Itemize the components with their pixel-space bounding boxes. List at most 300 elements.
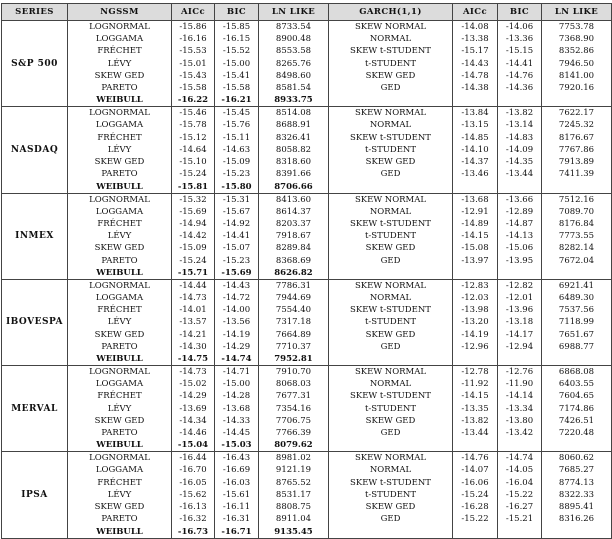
ngssm-model-cell: FRÉCHET [68,132,172,144]
garch-aicc-cell [453,181,498,194]
ngssm-bic-cell: -14.00 [215,304,259,316]
ngssm-aicc-cell: -16.70 [172,464,215,476]
ngssm-aicc-cell: -15.09 [172,242,215,254]
garch-aicc-cell: -13.35 [453,403,498,415]
garch-lnlike-cell [542,526,612,539]
ngssm-aicc-cell: -14.34 [172,415,215,427]
garch-bic-cell: -14.36 [498,82,542,94]
ngssm-aicc-cell: -14.46 [172,427,215,439]
ngssm-aicc-cell: -15.24 [172,255,215,267]
garch-model-cell: t-STUDENT [329,230,453,242]
ngssm-lnlike-cell: 8626.82 [259,267,329,280]
garch-model-cell: SKEW GED [329,70,453,82]
ngssm-model-cell: LOGNORMAL [68,366,172,379]
ngssm-aicc-cell: -16.05 [172,477,215,489]
garch-bic-cell: -12.94 [498,341,542,353]
ngssm-aicc-cell: -16.32 [172,513,215,525]
ngssm-aicc-cell: -13.57 [172,316,215,328]
table-row [2,292,612,304]
ngssm-model-cell: LOGNORMAL [68,107,172,120]
table-row [2,526,612,539]
ngssm-bic-cell: -13.68 [215,403,259,415]
garch-bic-cell: -11.90 [498,378,542,390]
ngssm-bic-cell: -14.74 [215,353,259,366]
ngssm-bic-cell: -14.71 [215,366,259,379]
ngssm-model-cell: LOGGAMA [68,119,172,131]
garch-lnlike-cell: 7537.56 [542,304,612,316]
garch-model-cell: GED [329,255,453,267]
garch-bic-cell: -14.83 [498,132,542,144]
garch-bic-cell: -14.74 [498,452,542,465]
ngssm-lnlike-cell: 8531.17 [259,489,329,501]
garch-lnlike-cell: 7685.27 [542,464,612,476]
ngssm-aicc-cell: -16.16 [172,33,215,45]
garch-model-cell [329,353,453,366]
garch-bic-cell: -16.27 [498,501,542,513]
garch-lnlike-cell: 7426.51 [542,415,612,427]
garch-model-cell [329,94,453,107]
garch-lnlike-cell: 8141.00 [542,70,612,82]
garch-lnlike-cell [542,94,612,107]
ngssm-model-cell: PARETO [68,341,172,353]
ngssm-lnlike-cell: 7664.89 [259,329,329,341]
ngssm-bic-cell: -15.85 [215,21,259,34]
garch-aicc-cell: -14.76 [453,452,498,465]
table-body [2,21,612,539]
series-name-cell: MERVAL [2,366,68,452]
ngssm-model-cell: WEIBULL [68,439,172,452]
ngssm-model-cell: LOGNORMAL [68,279,172,292]
ngssm-bic-cell: -16.21 [215,94,259,107]
garch-model-cell: SKEW NORMAL [329,452,453,465]
ngssm-aicc-cell: -15.71 [172,267,215,280]
garch-model-cell: GED [329,168,453,180]
garch-bic-cell: -14.14 [498,390,542,402]
table-row [2,415,612,427]
garch-model-cell: GED [329,513,453,525]
ngssm-model-cell: LOGNORMAL [68,452,172,465]
garch-aicc-cell: -13.68 [453,193,498,206]
ngssm-lnlike-cell: 8391.66 [259,168,329,180]
garch-bic-cell: -12.01 [498,292,542,304]
ngssm-model-cell: FRÉCHET [68,304,172,316]
table-row [2,464,612,476]
ngssm-model-cell: SKEW GED [68,242,172,254]
garch-model-cell [329,526,453,539]
table-row [2,70,612,82]
ngssm-aicc-cell: -16.44 [172,452,215,465]
ngssm-lnlike-cell: 8265.76 [259,58,329,70]
garch-aicc-cell: -15.22 [453,513,498,525]
garch-model-cell: SKEW NORMAL [329,193,453,206]
ngssm-model-cell: LÉVY [68,403,172,415]
table-row [2,144,612,156]
header-ngssm-aicc: AICc [172,4,215,21]
garch-aicc-cell: -16.06 [453,477,498,489]
garch-aicc-cell [453,94,498,107]
ngssm-lnlike-cell: 8981.02 [259,452,329,465]
ngssm-bic-cell: -14.29 [215,341,259,353]
garch-lnlike-cell: 7089.70 [542,206,612,218]
garch-aicc-cell: -13.98 [453,304,498,316]
table-row [2,489,612,501]
ngssm-model-cell: FRÉCHET [68,218,172,230]
table-row [2,107,612,120]
garch-aicc-cell: -14.15 [453,230,498,242]
table-row [2,304,612,316]
garch-aicc-cell: -13.97 [453,255,498,267]
header-row [2,4,612,21]
ngssm-model-cell: SKEW GED [68,415,172,427]
ngssm-aicc-cell: -16.13 [172,501,215,513]
ngssm-aicc-cell: -15.24 [172,168,215,180]
ngssm-model-cell: SKEW GED [68,156,172,168]
ngssm-lnlike-cell: 8203.37 [259,218,329,230]
ngssm-lnlike-cell: 7766.39 [259,427,329,439]
ngssm-aicc-cell: -14.01 [172,304,215,316]
garch-bic-cell: -15.06 [498,242,542,254]
garch-model-cell: SKEW NORMAL [329,279,453,292]
garch-bic-cell: -13.66 [498,193,542,206]
garch-model-cell: SKEW t-STUDENT [329,218,453,230]
garch-aicc-cell: -13.82 [453,415,498,427]
ngssm-bic-cell: -15.07 [215,242,259,254]
ngssm-aicc-cell: -15.01 [172,58,215,70]
ngssm-lnlike-cell: 8368.69 [259,255,329,267]
ngssm-bic-cell: -16.69 [215,464,259,476]
ngssm-lnlike-cell: 8733.54 [259,21,329,34]
ngssm-aicc-cell: -15.32 [172,193,215,206]
garch-lnlike-cell: 7512.16 [542,193,612,206]
garch-lnlike-cell: 8352.86 [542,45,612,57]
table-row [2,33,612,45]
garch-lnlike-cell: 8322.33 [542,489,612,501]
ngssm-model-cell: SKEW GED [68,70,172,82]
ngssm-lnlike-cell: 7918.67 [259,230,329,242]
ngssm-model-cell: PARETO [68,513,172,525]
ngssm-lnlike-cell: 8614.37 [259,206,329,218]
ngssm-aicc-cell: -15.53 [172,45,215,57]
ngssm-lnlike-cell: 7786.31 [259,279,329,292]
ngssm-bic-cell: -15.09 [215,156,259,168]
ngssm-model-cell: LOGGAMA [68,206,172,218]
table-row [2,132,612,144]
ngssm-aicc-cell: -14.75 [172,353,215,366]
garch-lnlike-cell [542,181,612,194]
ngssm-lnlike-cell: 8808.75 [259,501,329,513]
garch-bic-cell: -13.82 [498,107,542,120]
table-row [2,279,612,292]
ngssm-lnlike-cell: 8706.66 [259,181,329,194]
garch-aicc-cell: -14.78 [453,70,498,82]
ngssm-bic-cell: -14.43 [215,279,259,292]
garch-aicc-cell [453,267,498,280]
ngssm-model-cell: LÉVY [68,230,172,242]
garch-aicc-cell [453,439,498,452]
table-row [2,353,612,366]
ngssm-lnlike-cell: 9135.45 [259,526,329,539]
garch-aicc-cell: -16.28 [453,501,498,513]
garch-bic-cell: -14.13 [498,230,542,242]
garch-bic-cell: -14.87 [498,218,542,230]
ngssm-model-cell: WEIBULL [68,353,172,366]
table-row [2,316,612,328]
garch-model-cell: SKEW NORMAL [329,366,453,379]
ngssm-aicc-cell: -14.64 [172,144,215,156]
garch-lnlike-cell: 7604.65 [542,390,612,402]
ngssm-model-cell: SKEW GED [68,329,172,341]
ngssm-model-cell: WEIBULL [68,181,172,194]
ngssm-bic-cell: -15.41 [215,70,259,82]
garch-lnlike-cell: 7767.86 [542,144,612,156]
ngssm-aicc-cell: -15.69 [172,206,215,218]
garch-bic-cell [498,267,542,280]
ngssm-model-cell: LOGNORMAL [68,21,172,34]
garch-model-cell: NORMAL [329,119,453,131]
garch-model-cell: NORMAL [329,33,453,45]
table-row [2,242,612,254]
garch-bic-cell: -13.96 [498,304,542,316]
garch-model-cell: GED [329,341,453,353]
ngssm-bic-cell: -14.33 [215,415,259,427]
table-row [2,58,612,70]
garch-aicc-cell: -14.15 [453,390,498,402]
garch-lnlike-cell [542,439,612,452]
table-row [2,82,612,94]
garch-lnlike-cell: 6921.41 [542,279,612,292]
ngssm-model-cell: LOGNORMAL [68,193,172,206]
ngssm-aicc-cell: -15.58 [172,82,215,94]
garch-model-cell: SKEW t-STUDENT [329,390,453,402]
ngssm-model-cell: PARETO [68,255,172,267]
ngssm-lnlike-cell: 7554.40 [259,304,329,316]
ngssm-lnlike-cell: 8765.52 [259,477,329,489]
garch-lnlike-cell: 8176.84 [542,218,612,230]
table-row [2,21,612,34]
ngssm-bic-cell: -16.31 [215,513,259,525]
garch-lnlike-cell: 8316.26 [542,513,612,525]
ngssm-model-cell: WEIBULL [68,94,172,107]
ngssm-model-cell: WEIBULL [68,267,172,280]
garch-model-cell: SKEW GED [329,501,453,513]
ngssm-aicc-cell: -16.73 [172,526,215,539]
garch-lnlike-cell: 7753.78 [542,21,612,34]
garch-lnlike-cell: 8895.41 [542,501,612,513]
ngssm-lnlike-cell: 8911.04 [259,513,329,525]
table-row [2,439,612,452]
ngssm-lnlike-cell: 8581.54 [259,82,329,94]
ngssm-model-cell: LOGGAMA [68,292,172,304]
garch-model-cell: SKEW t-STUDENT [329,304,453,316]
ngssm-lnlike-cell: 8498.60 [259,70,329,82]
garch-aicc-cell: -13.44 [453,427,498,439]
garch-lnlike-cell: 8060.62 [542,452,612,465]
garch-lnlike-cell: 7946.50 [542,58,612,70]
ngssm-aicc-cell: -15.12 [172,132,215,144]
ngssm-model-cell: LÉVY [68,316,172,328]
ngssm-bic-cell: -16.43 [215,452,259,465]
garch-bic-cell: -14.41 [498,58,542,70]
garch-lnlike-cell: 7368.90 [542,33,612,45]
garch-aicc-cell: -13.15 [453,119,498,131]
table-row [2,477,612,489]
garch-bic-cell: -13.42 [498,427,542,439]
header-garch-bic: BIC [498,4,542,21]
ngssm-bic-cell: -14.72 [215,292,259,304]
table-row [2,156,612,168]
garch-bic-cell [498,353,542,366]
ngssm-aicc-cell: -14.30 [172,341,215,353]
ngssm-aicc-cell: -14.42 [172,230,215,242]
ngssm-lnlike-cell: 8318.60 [259,156,329,168]
garch-bic-cell: -13.44 [498,168,542,180]
garch-aicc-cell: -13.38 [453,33,498,45]
ngssm-model-cell: SKEW GED [68,501,172,513]
ngssm-lnlike-cell: 8068.03 [259,378,329,390]
garch-aicc-cell: -14.08 [453,21,498,34]
ngssm-lnlike-cell: 8933.75 [259,94,329,107]
series-name-cell: NASDAQ [2,107,68,193]
garch-lnlike-cell: 6403.55 [542,378,612,390]
ngssm-bic-cell: -14.92 [215,218,259,230]
ngssm-aicc-cell: -15.02 [172,378,215,390]
garch-aicc-cell: -11.92 [453,378,498,390]
table-row [2,378,612,390]
garch-model-cell: t-STUDENT [329,489,453,501]
garch-lnlike-cell: 7220.48 [542,427,612,439]
ngssm-lnlike-cell: 7317.18 [259,316,329,328]
garch-aicc-cell: -13.84 [453,107,498,120]
garch-model-cell: NORMAL [329,464,453,476]
ngssm-bic-cell: -15.00 [215,58,259,70]
ngssm-aicc-cell: -15.10 [172,156,215,168]
garch-model-cell: SKEW GED [329,242,453,254]
ngssm-aicc-cell: -15.86 [172,21,215,34]
garch-model-cell: SKEW NORMAL [329,107,453,120]
garch-lnlike-cell: 8176.67 [542,132,612,144]
ngssm-model-cell: FRÉCHET [68,390,172,402]
garch-bic-cell [498,439,542,452]
ngssm-bic-cell: -14.41 [215,230,259,242]
garch-model-cell: t-STUDENT [329,144,453,156]
garch-bic-cell: -15.15 [498,45,542,57]
garch-aicc-cell: -14.07 [453,464,498,476]
ngssm-bic-cell: -14.28 [215,390,259,402]
garch-aicc-cell: -14.43 [453,58,498,70]
garch-aicc-cell: -15.24 [453,489,498,501]
garch-bic-cell: -12.82 [498,279,542,292]
garch-model-cell: SKEW GED [329,156,453,168]
ngssm-aicc-cell: -14.21 [172,329,215,341]
ngssm-model-cell: LÉVY [68,58,172,70]
ngssm-bic-cell: -15.00 [215,378,259,390]
garch-lnlike-cell: 7773.55 [542,230,612,242]
ngssm-bic-cell: -13.56 [215,316,259,328]
ngssm-aicc-cell: -14.73 [172,292,215,304]
garch-aicc-cell: -14.19 [453,329,498,341]
garch-bic-cell: -14.76 [498,70,542,82]
ngssm-lnlike-cell: 8514.08 [259,107,329,120]
garch-lnlike-cell [542,353,612,366]
ngssm-lnlike-cell: 8553.58 [259,45,329,57]
ngssm-bic-cell: -15.11 [215,132,259,144]
ngssm-model-cell: WEIBULL [68,526,172,539]
table-row [2,513,612,525]
garch-aicc-cell: -14.89 [453,218,498,230]
ngssm-aicc-cell: -15.78 [172,119,215,131]
ngssm-lnlike-cell: 8289.84 [259,242,329,254]
garch-bic-cell: -12.76 [498,366,542,379]
ngssm-model-cell: PARETO [68,82,172,94]
header-garch-aicc: AICc [453,4,498,21]
ngssm-bic-cell: -15.58 [215,82,259,94]
garch-bic-cell: -13.18 [498,316,542,328]
table-row [2,501,612,513]
table-row [2,427,612,439]
ngssm-aicc-cell: -15.62 [172,489,215,501]
garch-model-cell [329,181,453,194]
garch-aicc-cell: -15.08 [453,242,498,254]
ngssm-lnlike-cell: 7354.16 [259,403,329,415]
garch-aicc-cell: -14.38 [453,82,498,94]
header-ngssm-bic: BIC [215,4,259,21]
ngssm-model-cell: LOGGAMA [68,378,172,390]
ngssm-lnlike-cell: 7706.75 [259,415,329,427]
ngssm-bic-cell: -15.45 [215,107,259,120]
garch-model-cell: SKEW t-STUDENT [329,477,453,489]
ngssm-aicc-cell: -14.29 [172,390,215,402]
ngssm-aicc-cell: -15.81 [172,181,215,194]
garch-bic-cell: -13.36 [498,33,542,45]
garch-lnlike-cell: 7174.86 [542,403,612,415]
series-name-cell: IBOVESPA [2,279,68,365]
garch-model-cell: NORMAL [329,378,453,390]
ngssm-bic-cell: -15.69 [215,267,259,280]
table-row [2,193,612,206]
garch-aicc-cell: -12.78 [453,366,498,379]
ngssm-lnlike-cell: 8688.91 [259,119,329,131]
ngssm-aicc-cell: -16.22 [172,94,215,107]
table-row [2,452,612,465]
ngssm-lnlike-cell: 8079.62 [259,439,329,452]
ngssm-bic-cell: -14.19 [215,329,259,341]
table-row [2,341,612,353]
ngssm-model-cell: PARETO [68,427,172,439]
garch-bic-cell: -14.35 [498,156,542,168]
garch-bic-cell: -15.22 [498,489,542,501]
ngssm-lnlike-cell: 8900.48 [259,33,329,45]
garch-bic-cell: -14.05 [498,464,542,476]
garch-model-cell: GED [329,427,453,439]
garch-model-cell: t-STUDENT [329,316,453,328]
ngssm-bic-cell: -15.23 [215,255,259,267]
garch-model-cell: SKEW t-STUDENT [329,45,453,57]
ngssm-aicc-cell: -15.43 [172,70,215,82]
garch-bic-cell: -14.17 [498,329,542,341]
series-name-cell: S&P 500 [2,21,68,107]
ngssm-model-cell: FRÉCHET [68,45,172,57]
garch-model-cell: SKEW GED [329,329,453,341]
garch-model-cell [329,267,453,280]
garch-bic-cell: -16.04 [498,477,542,489]
header-garch: GARCH(1,1) [329,4,453,21]
ngssm-bic-cell: -16.03 [215,477,259,489]
table-row [2,255,612,267]
garch-aicc-cell [453,526,498,539]
ngssm-model-cell: LÉVY [68,489,172,501]
table-row [2,230,612,242]
table-row [2,390,612,402]
